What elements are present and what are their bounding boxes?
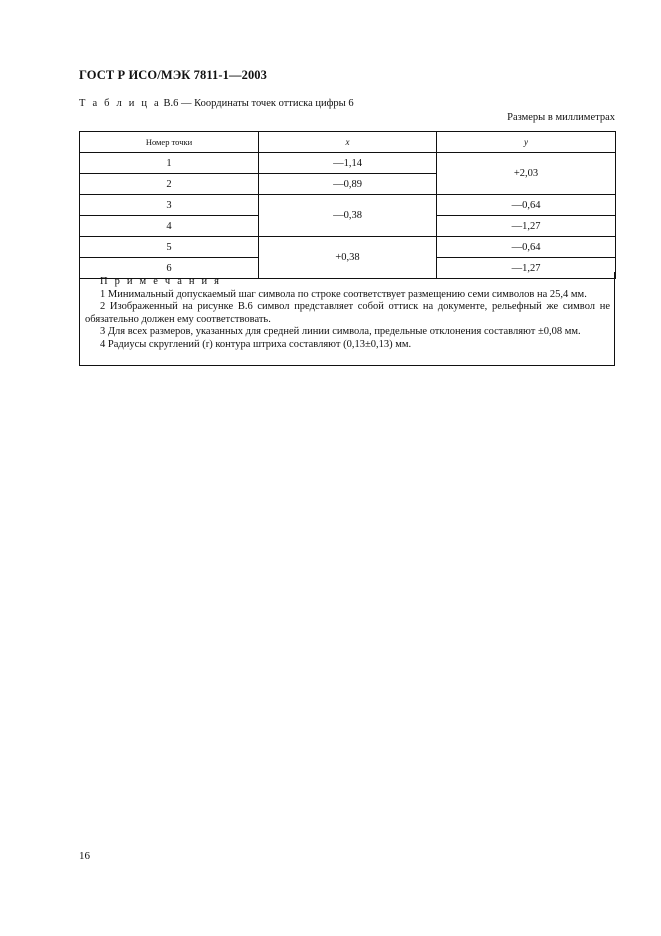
table-row bbox=[80, 237, 616, 258]
column-header-point: Номер точки bbox=[80, 132, 259, 153]
units-note: Размеры в миллиметрах bbox=[507, 112, 615, 123]
note-item: 4 Радиусы скруглений (r) контура штриха составляют (0,13±0,13) мм. bbox=[100, 338, 412, 350]
note-item: 1 Минимальный допускаемый шаг символа по строке соответствует размещению семи символов на 25,4 мм. bbox=[100, 288, 587, 300]
table-row bbox=[80, 153, 616, 174]
cell-point: 3 bbox=[80, 195, 259, 216]
cell-y: —0,64 bbox=[437, 195, 616, 216]
table-header-row bbox=[80, 132, 616, 153]
cell-y: —0,64 bbox=[437, 237, 616, 258]
page-number: 16 bbox=[79, 850, 90, 862]
table-caption-prefix: Т а б л и ц а bbox=[79, 98, 161, 109]
cell-point: 1 bbox=[80, 153, 259, 174]
cell-point: 6 bbox=[80, 258, 259, 279]
cell-x: —0,38 bbox=[259, 195, 437, 237]
cell-y: +2,03 bbox=[437, 153, 616, 195]
cell-x: +0,38 bbox=[259, 237, 437, 279]
note-item: 2 Изображенный на рисунке В.6 символ представляет собой оттиск на документе, рельефный же символ не обязательно должен ему соответствовать. bbox=[85, 301, 610, 325]
note-item: 3 Для всех размеров, указанных для средней линии символа, предельные отклонения составляют ±0,08 мм. bbox=[100, 326, 581, 337]
cell-y: —1,27 bbox=[437, 258, 616, 279]
cell-x: —1,14 bbox=[259, 153, 437, 174]
cell-point: 5 bbox=[80, 237, 259, 258]
column-header-x: x bbox=[259, 132, 437, 153]
cell-point: 2 bbox=[80, 174, 259, 195]
table-row bbox=[80, 195, 616, 216]
document-header: ГОСТ Р ИСО/МЭК 7811-1—2003 bbox=[79, 68, 268, 82]
notes-title: П р и м е ч а н и я bbox=[100, 276, 222, 287]
table-caption bbox=[79, 98, 354, 109]
cell-y: —1,27 bbox=[437, 216, 616, 237]
cell-point: 4 bbox=[80, 216, 259, 237]
column-header-y: y bbox=[437, 132, 616, 153]
table-caption-text: В.6 — Координаты точек оттиска цифры 6 bbox=[163, 98, 354, 109]
cell-x: —0,89 bbox=[259, 174, 437, 195]
notes-section bbox=[79, 272, 615, 366]
coordinates-table bbox=[79, 131, 616, 279]
